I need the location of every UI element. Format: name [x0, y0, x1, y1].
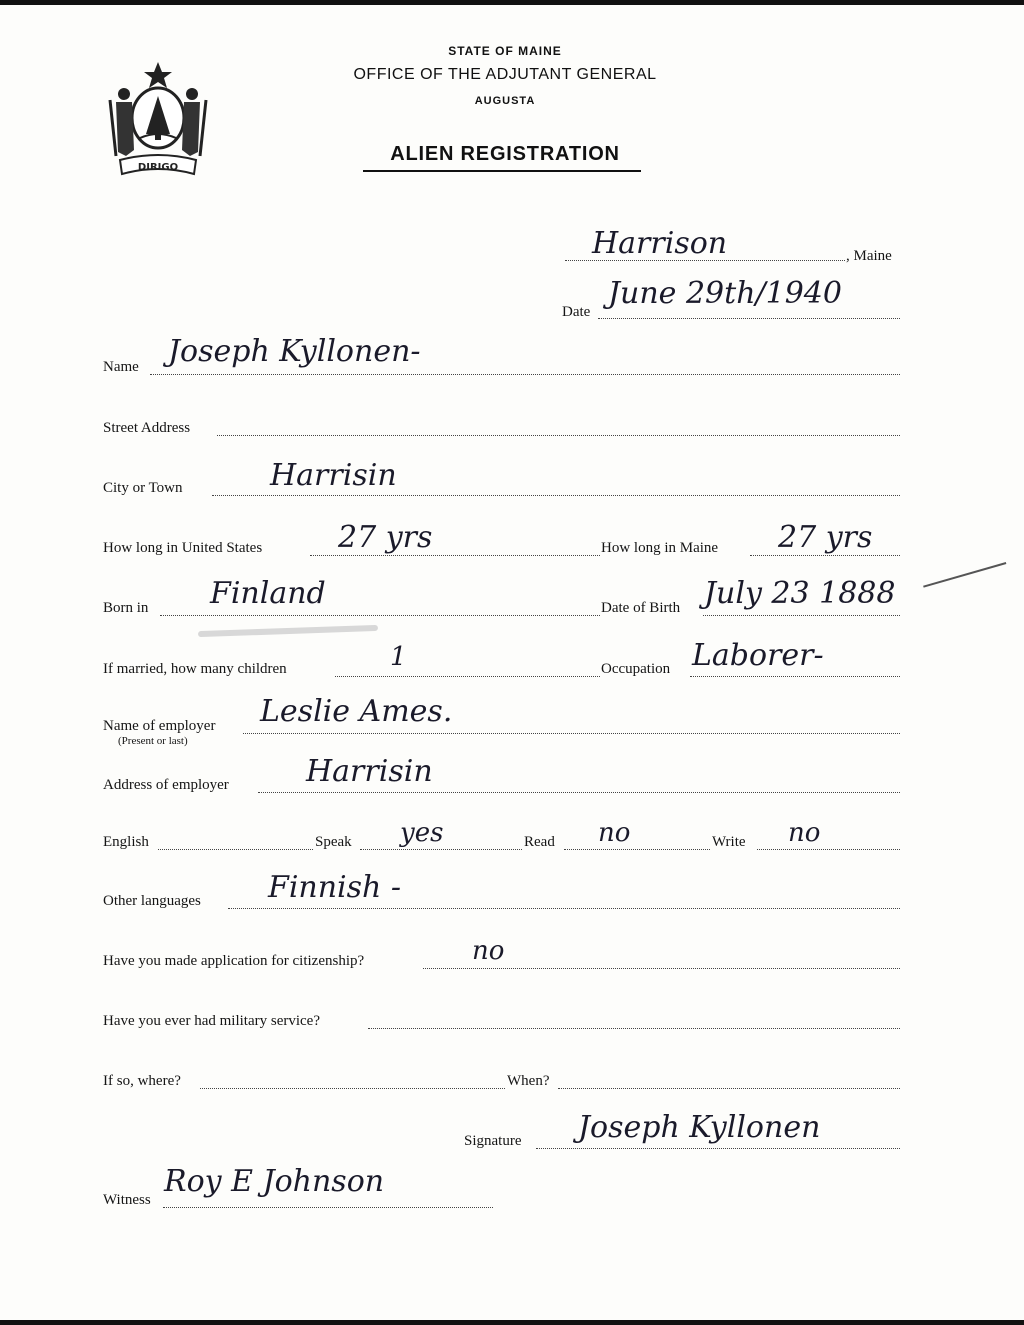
signature-label: Signature — [464, 1133, 522, 1149]
occupation-label: Occupation — [601, 661, 671, 677]
occupation-value: Laborer- — [692, 638, 824, 673]
place-suffix: , Maine — [846, 248, 892, 264]
header-state: STATE OF MAINE — [448, 44, 562, 58]
read-line — [564, 849, 710, 850]
date-line — [598, 318, 900, 319]
employer-name-line — [243, 733, 900, 734]
date-value: June 29th/1940 — [608, 276, 842, 311]
employer-address-value: Harrisin — [306, 754, 433, 789]
speak-line — [360, 849, 522, 850]
scan-border-bottom — [0, 1320, 1024, 1325]
city-value: Harrisin — [270, 458, 397, 493]
street-address-line — [217, 435, 900, 436]
seal-banner-text: DIRIGO — [137, 162, 179, 173]
other-languages-value: Finnish - — [268, 870, 402, 905]
employer-name-value: Leslie Ames. — [260, 694, 453, 729]
where-line — [200, 1088, 505, 1089]
name-value: Joseph Kyllonen- — [168, 334, 421, 369]
header-office: OFFICE OF THE ADJUTANT GENERAL — [353, 66, 657, 83]
title-underline — [363, 170, 641, 172]
speak-value: yes — [400, 818, 444, 848]
other-languages-line — [228, 908, 900, 909]
witness-value: Roy E Johnson — [164, 1164, 385, 1199]
english-label: English — [103, 834, 149, 850]
scan-border-top — [0, 0, 1024, 5]
write-value: no — [788, 818, 821, 848]
citizenship-line — [423, 968, 900, 969]
children-value: 1 — [390, 642, 407, 672]
signature-line — [536, 1148, 900, 1149]
pencil-smudge — [198, 625, 378, 637]
employer-name-sublabel: (Present or last) — [118, 735, 188, 747]
citizenship-label: Have you made application for citizenship? — [103, 953, 365, 969]
children-line — [335, 676, 600, 677]
stray-pen-stroke — [923, 562, 1006, 587]
city-line — [212, 495, 900, 496]
how-long-maine-label: How long in Maine — [601, 540, 719, 556]
date-of-birth-value: July 23 1888 — [704, 576, 896, 611]
form-title: ALIEN REGISTRATION — [390, 143, 620, 165]
read-value: no — [598, 818, 631, 848]
other-languages-label: Other languages — [103, 893, 201, 909]
street-address-label: Street Address — [103, 420, 191, 436]
how-long-us-label: How long in United States — [103, 540, 263, 556]
write-line — [757, 849, 900, 850]
date-of-birth-line — [703, 615, 900, 616]
military-line — [368, 1028, 900, 1029]
employer-address-line — [258, 792, 900, 793]
write-label: Write — [712, 834, 746, 850]
when-label: When? — [507, 1073, 550, 1089]
name-label: Name — [103, 359, 139, 375]
city-label: City or Town — [103, 480, 183, 496]
read-label: Read — [524, 834, 555, 850]
where-label: If so, where? — [103, 1073, 181, 1089]
how-long-us-value: 27 yrs — [338, 520, 433, 555]
english-line — [158, 849, 313, 850]
when-line — [558, 1088, 900, 1089]
speak-label: Speak — [315, 834, 352, 850]
how-long-maine-value: 27 yrs — [778, 520, 873, 555]
born-in-line — [160, 615, 600, 616]
signature-value: Joseph Kyllonen — [578, 1110, 821, 1145]
born-in-label: Born in — [103, 600, 149, 616]
witness-label: Witness — [103, 1192, 151, 1208]
children-label: If married, how many children — [103, 661, 287, 677]
employer-name-label: Name of employer — [103, 718, 216, 734]
how-long-maine-line — [750, 555, 900, 556]
military-label: Have you ever had military service? — [103, 1013, 320, 1029]
name-line — [150, 374, 900, 375]
place-value: Harrison — [592, 226, 728, 261]
occupation-line — [690, 676, 900, 677]
witness-line — [163, 1207, 493, 1208]
date-of-birth-label: Date of Birth — [601, 600, 681, 616]
born-in-value: Finland — [210, 576, 326, 611]
how-long-us-line — [310, 555, 600, 556]
header-city: AUGUSTA — [474, 95, 536, 107]
date-label: Date — [562, 304, 591, 320]
state-seal-icon — [106, 60, 210, 178]
citizenship-value: no — [472, 936, 505, 966]
employer-address-label: Address of employer — [103, 777, 229, 793]
